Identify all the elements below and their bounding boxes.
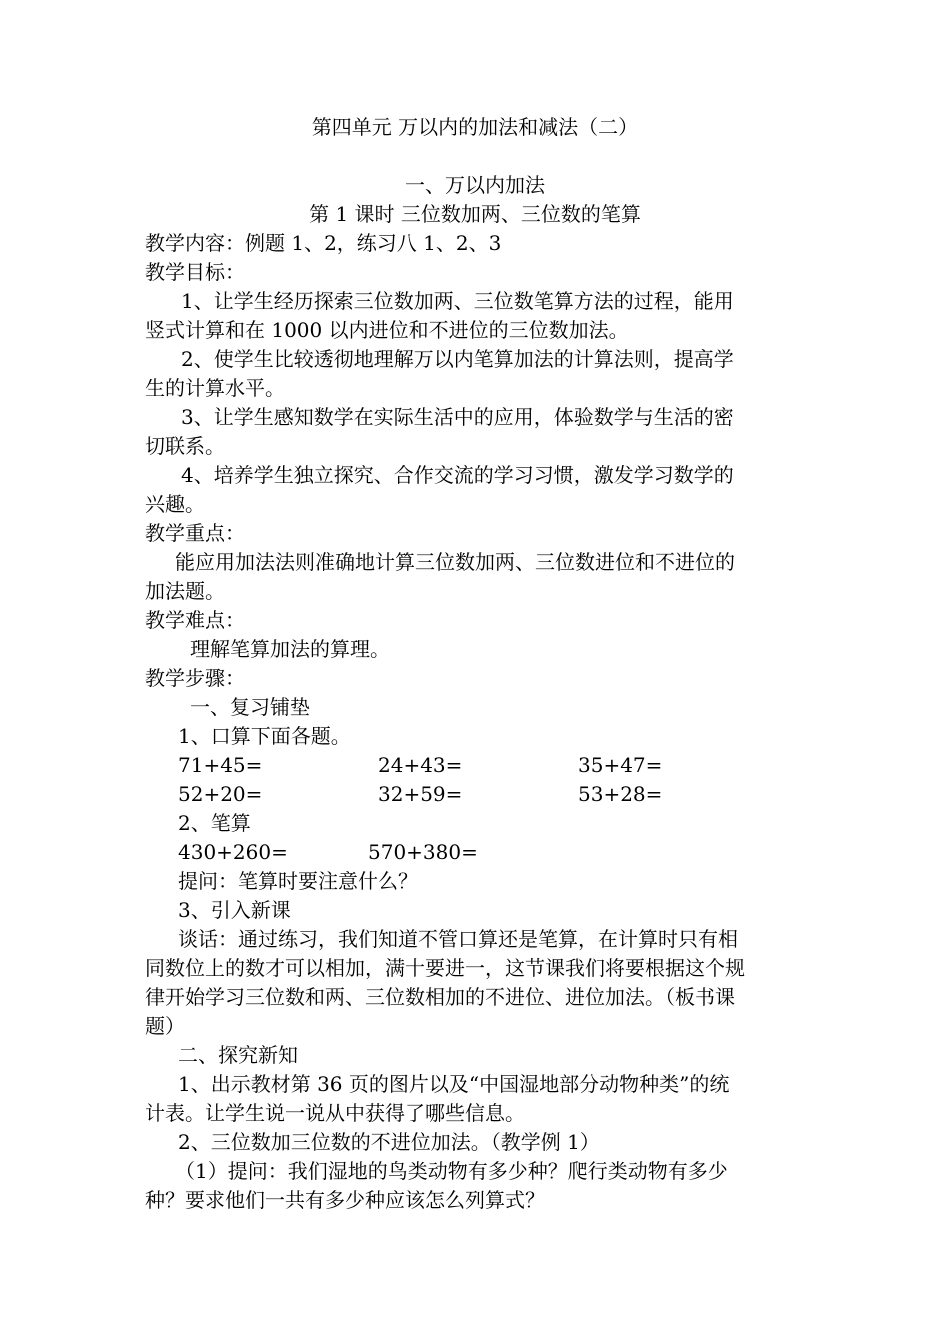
steps-heading: 教学步骤：: [145, 666, 245, 690]
question-line: 提问：笔算时要注意什么？: [178, 869, 418, 893]
goal-1-line-2: 竖式计算和在 1000 以内进位和不进位的三位数加法。: [145, 318, 629, 342]
oral-problem: 32+59=: [378, 782, 463, 806]
goals-heading: 教学目标：: [145, 260, 245, 284]
explore-1-line-1: 1、出示教材第 36 页的图片以及“中国湿地部分动物种类”的统: [178, 1072, 730, 1096]
talk-line-2: 同数位上的数才可以相加，满十要进一，这节课我们将要根据这个规: [145, 956, 745, 980]
talk-line-1: 谈话：通过练习，我们知道不管口算还是笔算，在计算时只有相: [178, 927, 738, 951]
talk-line-4: 题）: [145, 1014, 185, 1038]
oral-problem: 24+43=: [378, 753, 463, 777]
step-explore: 二、探究新知: [178, 1043, 298, 1067]
oral-problem: 53+28=: [578, 782, 663, 806]
oral-problem: 35+47=: [578, 753, 663, 777]
explore-3-line-1: （1）提问：我们湿地的鸟类动物有多少种？爬行类动物有多少: [175, 1159, 728, 1183]
goal-4-line-1: 4、培养学生独立探究、合作交流的学习习惯，激发学习数学的: [181, 463, 734, 487]
teaching-content: 教学内容：例题 1、2，练习八 1、2、3: [145, 231, 502, 255]
unit-title: 第四单元 万以内的加法和减法（二）: [311, 115, 639, 139]
goal-3-line-2: 切联系。: [145, 434, 225, 458]
explore-3-line-2: 种？要求他们一共有多少种应该怎么列算式？: [145, 1188, 545, 1212]
oral-problem: 52+20=: [178, 782, 263, 806]
intro-new-lesson: 3、引入新课: [178, 898, 291, 922]
goal-2-line-1: 2、使学生比较透彻地理解万以内笔算加法的计算法则，提高学: [181, 347, 734, 371]
goal-4-line-2: 兴趣。: [145, 492, 205, 516]
goal-3-line-1: 3、让学生感知数学在实际生活中的应用，体验数学与生活的密: [181, 405, 734, 429]
section-title: 一、万以内加法: [405, 173, 545, 197]
key-heading: 教学重点：: [145, 521, 245, 545]
oral-calc-title: 1、口算下面各题。: [178, 724, 351, 748]
goal-1-line-1: 1、让学生经历探索三位数加两、三位数笔算方法的过程，能用: [181, 289, 734, 313]
lesson-title: 第 1 课时 三位数加两、三位数的笔算: [309, 202, 641, 226]
key-line-2: 加法题。: [145, 579, 225, 603]
written-problem: 430+260=: [178, 840, 288, 864]
difficulty-text: 理解笔算加法的算理。: [190, 637, 390, 661]
step-review: 一、复习铺垫: [190, 695, 310, 719]
goal-2-line-2: 生的计算水平。: [145, 376, 285, 400]
oral-problem: 71+45=: [178, 753, 263, 777]
explore-1-line-2: 计表。让学生说一说从中获得了哪些信息。: [145, 1101, 525, 1125]
talk-line-3: 律开始学习三位数和两、三位数相加的不进位、进位加法。（板书课: [145, 985, 735, 1009]
key-line-1: 能应用加法法则准确地计算三位数加两、三位数进位和不进位的: [175, 550, 735, 574]
written-calc-title: 2、笔算: [178, 811, 251, 835]
written-problem: 570+380=: [368, 840, 478, 864]
explore-2: 2、三位数加三位数的不进位加法。（教学例 1）: [178, 1130, 600, 1154]
difficulty-heading: 教学难点：: [145, 608, 245, 632]
